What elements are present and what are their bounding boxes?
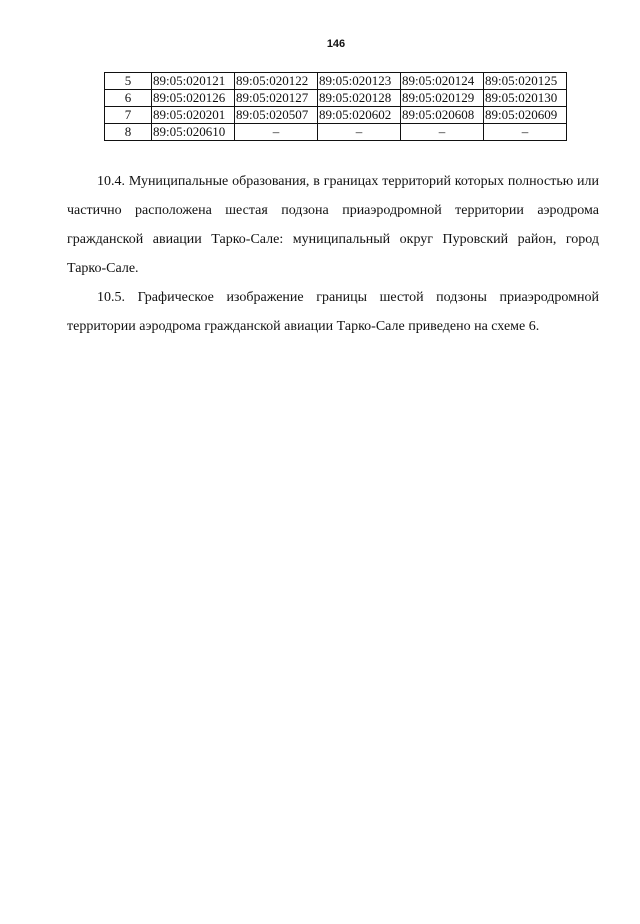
table-cell: 89:05:020201 [152, 107, 235, 124]
table-cell: – [484, 124, 567, 141]
table-cell: 89:05:020609 [484, 107, 567, 124]
table-cell: 89:05:020610 [152, 124, 235, 141]
row-number: 5 [105, 73, 152, 90]
table-cell: 89:05:020125 [484, 73, 567, 90]
table-row [105, 107, 567, 124]
table-cell: 89:05:020608 [401, 107, 484, 124]
table-cell: 89:05:020129 [401, 90, 484, 107]
row-number: 8 [105, 124, 152, 141]
table-row [105, 124, 567, 141]
table-row [105, 73, 567, 90]
table-cell: – [318, 124, 401, 141]
row-number: 7 [105, 107, 152, 124]
table-cell: 89:05:020127 [235, 90, 318, 107]
table-cell: 89:05:020602 [318, 107, 401, 124]
table-cell: 89:05:020128 [318, 90, 401, 107]
paragraph-10-5: 10.5. Графическое изображение границы шестой подзоны приаэродромной территории аэродрома гражданской авиации Тарко-Сале приведено на схеме 6. [67, 290, 599, 334]
row-number: 6 [105, 90, 152, 107]
table-row [105, 90, 567, 107]
table-cell: 89:05:020130 [484, 90, 567, 107]
table-cell: 89:05:020126 [152, 90, 235, 107]
paragraph-10-4: 10.4. Муниципальные образования, в границах территорий которых полностью или частично расположена шестая подзона приаэродромной территории аэродрома гражданской авиации Тарко-Сале: муниципальный округ Пуровский район, город Тарко-Сале. [67, 174, 599, 276]
table-cell: 89:05:020123 [318, 73, 401, 90]
body-text [67, 167, 599, 341]
cadastral-table [104, 72, 567, 141]
table-cell: – [235, 124, 318, 141]
table-cell: – [401, 124, 484, 141]
table-cell: 89:05:020122 [235, 73, 318, 90]
table-cell: 89:05:020507 [235, 107, 318, 124]
table-cell: 89:05:020124 [401, 73, 484, 90]
table-cell: 89:05:020121 [152, 73, 235, 90]
page-number: 146 [326, 38, 346, 50]
